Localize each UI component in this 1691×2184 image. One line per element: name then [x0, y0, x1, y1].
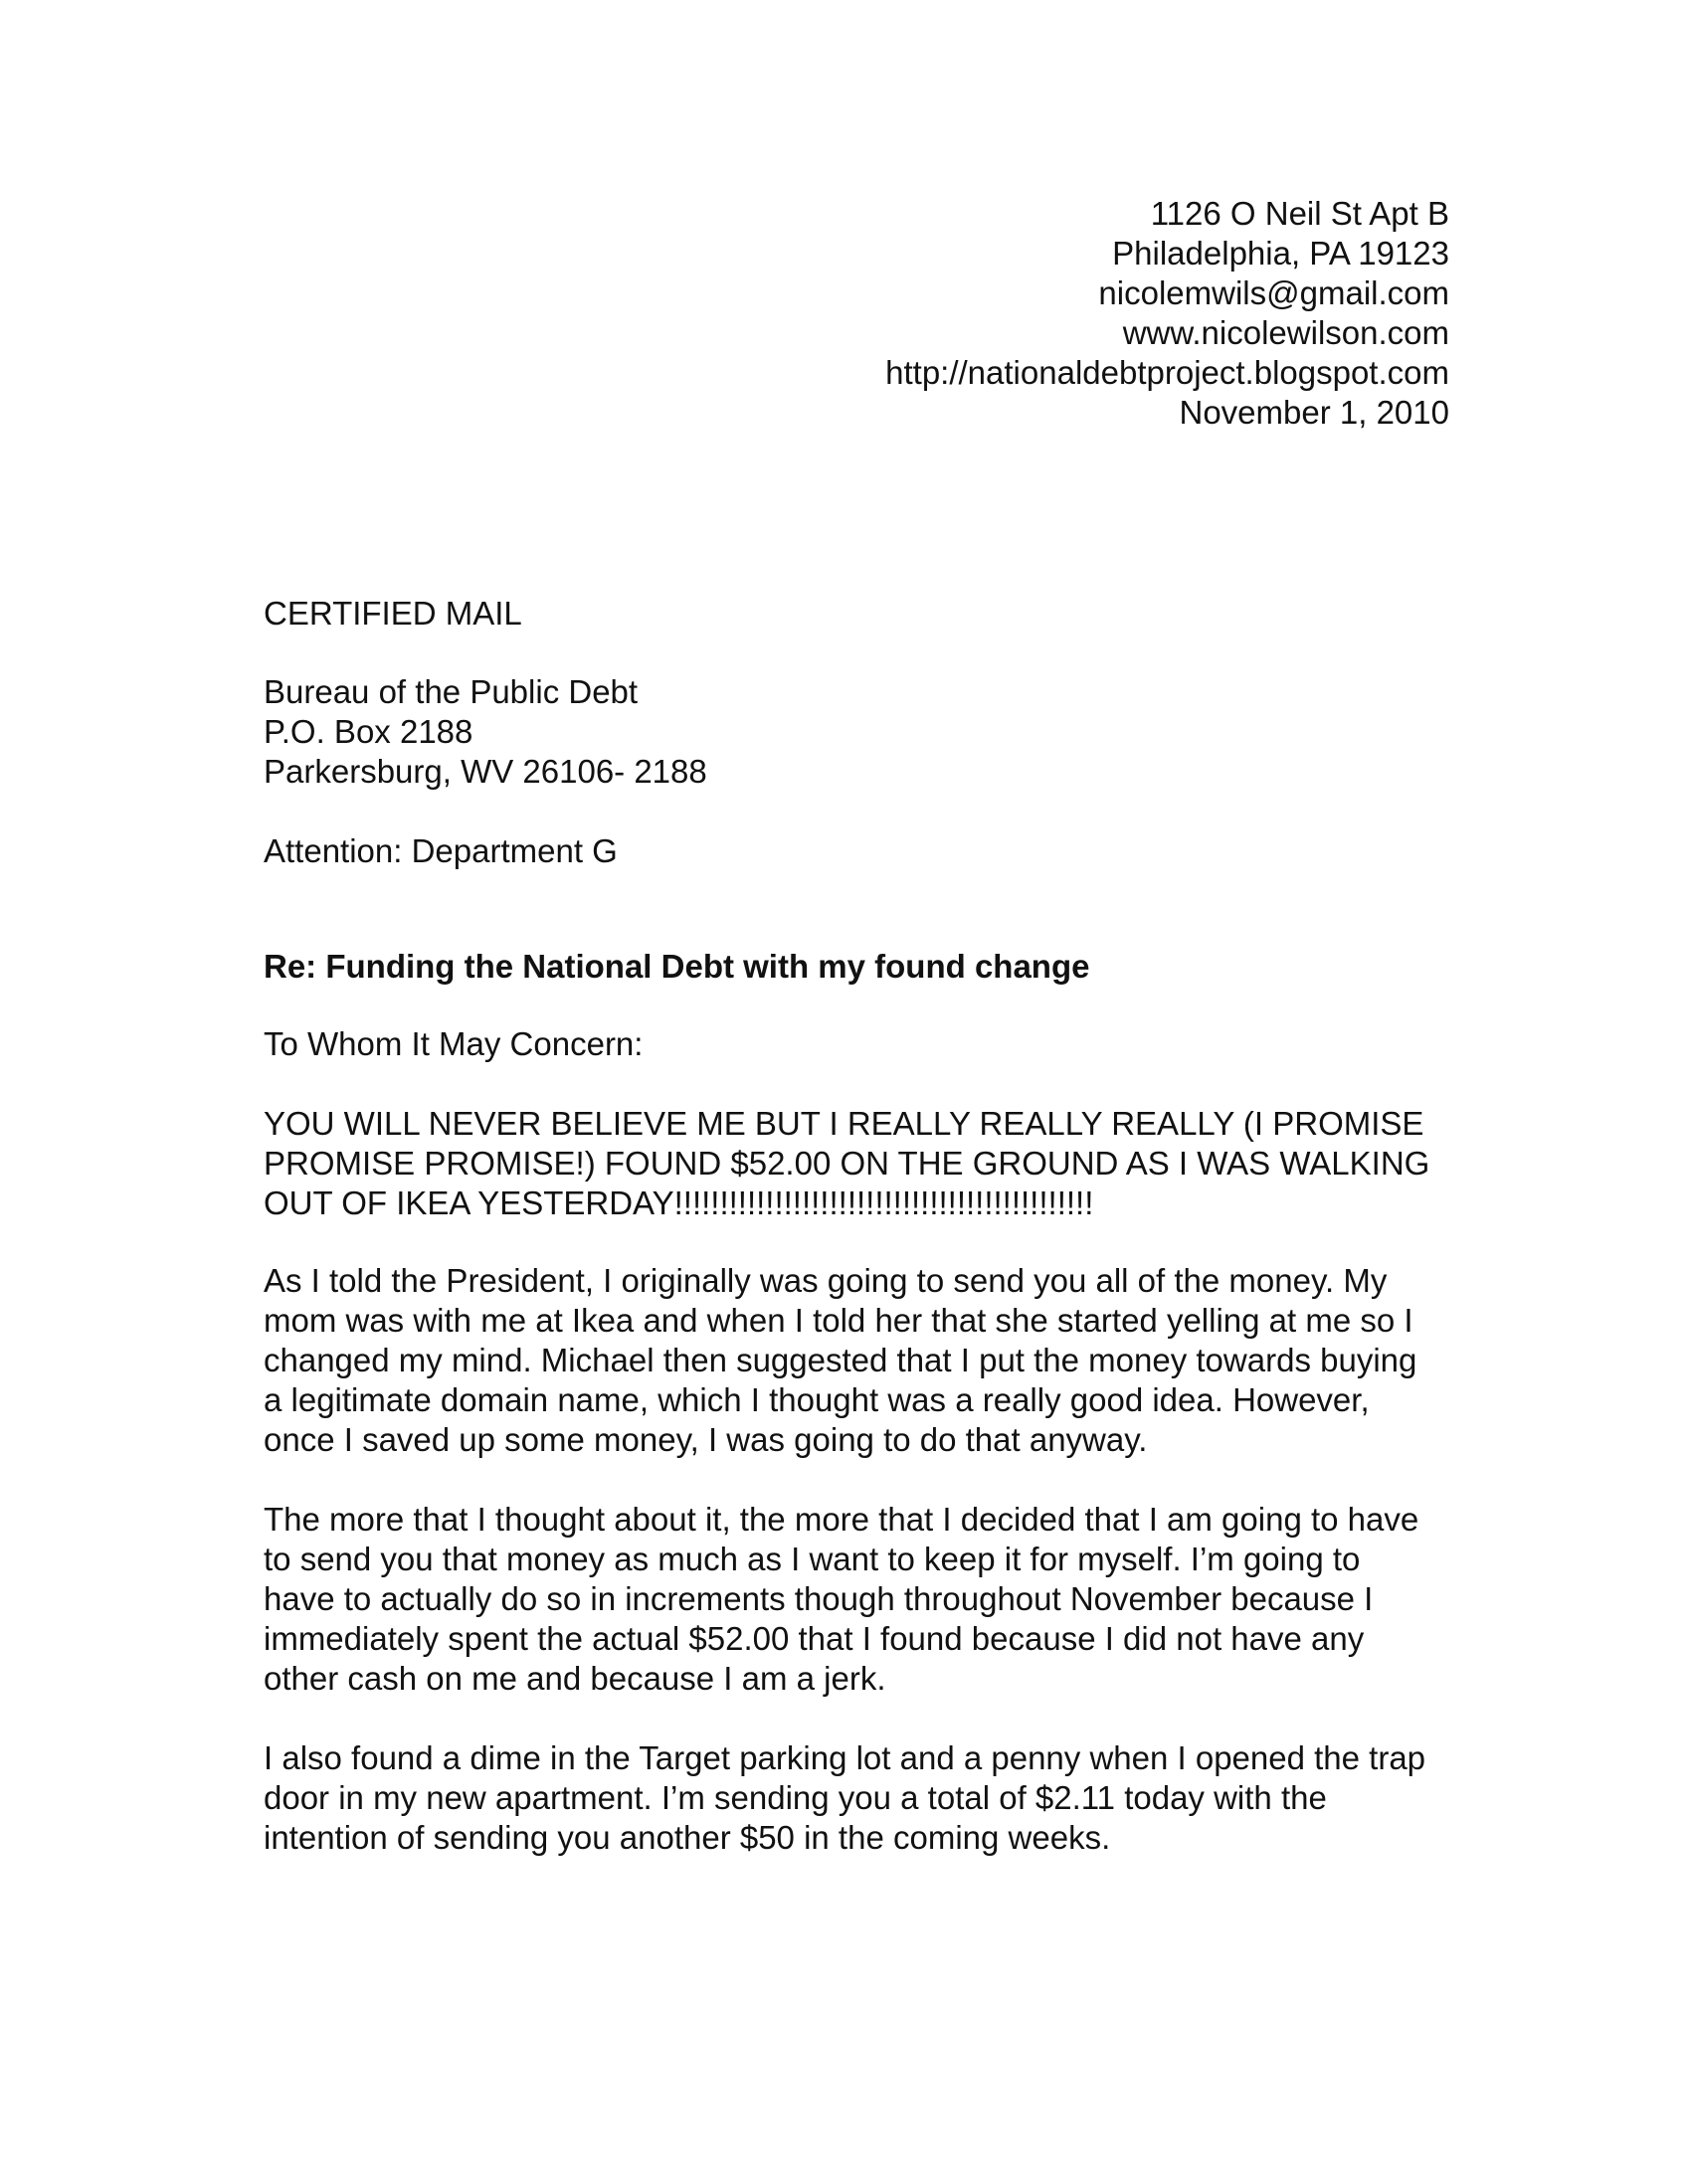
recipient-address-block: [264, 672, 707, 792]
paragraph-line: intention of sending you another $50 in the coming weeks.: [264, 1819, 1111, 1856]
paragraph-line: I also found a dime in the Target parking lot and a penny when I opened the trap: [264, 1739, 1426, 1776]
sender-street: 1126 O Neil St Apt B: [1150, 195, 1449, 232]
sender-blog: http://nationaldebtproject.blogspot.com: [885, 354, 1449, 391]
sender-address-block: [885, 194, 1449, 433]
paragraph-4: [264, 1738, 1457, 1858]
paragraph-3: [264, 1500, 1457, 1699]
sender-email: nicolemwils@gmail.com: [1098, 274, 1449, 311]
paragraph-line: immediately spent the actual $52.00 that I found because I did not have any: [264, 1620, 1365, 1657]
attention-line: Attention: Department G: [264, 832, 618, 869]
subject-line: Re: Funding the National Debt with my found change: [264, 948, 1090, 985]
paragraph-line: OUT OF IKEA YESTERDAY!!!!!!!!!!!!!!!!!!!!!!!!!!!!!!!!!!!!!!!!!!!!!!: [264, 1184, 1094, 1221]
paragraph-line: other cash on me and because I am a jerk.: [264, 1660, 886, 1697]
paragraph-2: [264, 1261, 1457, 1460]
paragraph-line: once I saved up some money, I was going to do that anyway.: [264, 1421, 1148, 1458]
paragraph-line: door in my new apartment. I’m sending you a total of $2.11 today with the: [264, 1779, 1327, 1816]
paragraph-line: mom was with me at Ikea and when I told her that she started yelling at me so I: [264, 1302, 1413, 1339]
paragraph-line: The more that I thought about it, the more that I decided that I am going to have: [264, 1501, 1419, 1538]
paragraph-line: a legitimate domain name, which I thought was a really good idea. However,: [264, 1381, 1370, 1418]
mail-type: CERTIFIED MAIL: [264, 595, 522, 632]
recipient-po-box: P.O. Box 2188: [264, 713, 473, 750]
sender-website: www.nicolewilson.com: [1122, 314, 1449, 351]
paragraph-line: YOU WILL NEVER BELIEVE ME BUT I REALLY REALLY REALLY (I PROMISE: [264, 1105, 1424, 1142]
salutation: To Whom It May Concern:: [264, 1025, 644, 1062]
paragraph-line: to send you that money as much as I want to keep it for myself. I’m going to: [264, 1541, 1361, 1577]
paragraph-line: changed my mind. Michael then suggested that I put the money towards buying: [264, 1342, 1417, 1378]
paragraph-line: As I told the President, I originally was going to send you all of the money. My: [264, 1262, 1388, 1299]
paragraph-1: [264, 1104, 1457, 1223]
letter-date: November 1, 2010: [1179, 394, 1449, 431]
paragraph-line: have to actually do so in increments though throughout November because I: [264, 1580, 1374, 1617]
recipient-name: Bureau of the Public Debt: [264, 673, 639, 710]
paragraph-line: PROMISE PROMISE!) FOUND $52.00 ON THE GROUND AS I WAS WALKING: [264, 1145, 1430, 1182]
sender-city: Philadelphia, PA 19123: [1112, 235, 1449, 272]
recipient-city: Parkersburg, WV 26106- 2188: [264, 753, 707, 790]
